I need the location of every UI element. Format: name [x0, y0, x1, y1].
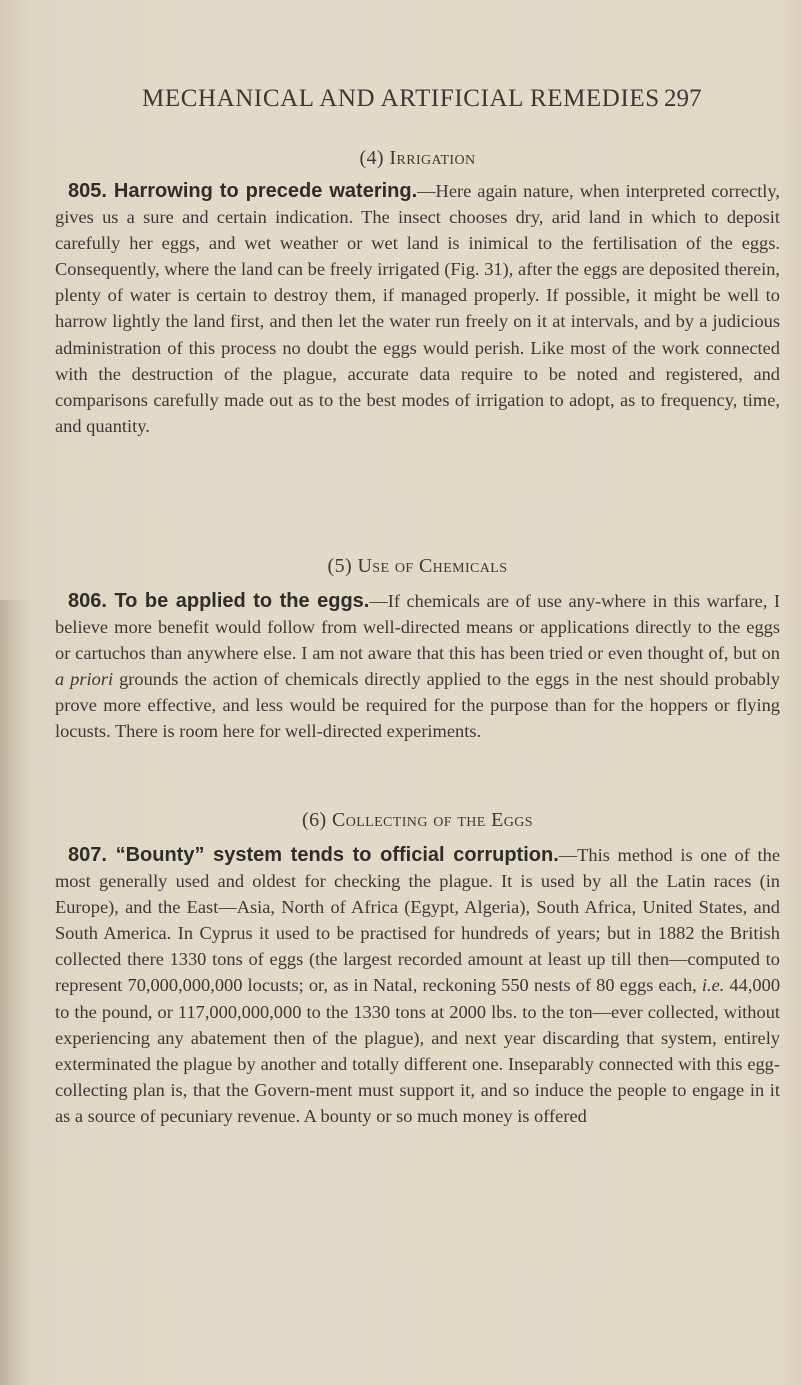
paragraph-heading: “Bounty” system tends to official corruption. [115, 844, 559, 866]
paragraph-heading: Harrowing to precede watering. [113, 180, 418, 202]
paragraph-number: 807. [68, 844, 107, 866]
paragraph-body-cont: grounds the action of chemicals directly applied to the eggs in the nest should probably prove more effective, and less would be required for the purpose than for the hoppers or flying locusts. There is room here for well-directed experiments. [55, 669, 780, 742]
section-heading [55, 555, 780, 578]
section-heading [55, 147, 780, 170]
paragraph-body-cont: 44,000 to the pound, or 117,000,000,000 to the 1330 tons at 2000 lbs. to the ton—ever collected, without experiencing any abatement then of the plague), and next year discarding that system, entirely exterminated the plague by another and totally different one. Inseparably connected with this egg-collecting plan is, that the Govern-ment must support it, and so induce the people to engage in it as a source of pecuniary revenue. A bounty or so much money is offered [55, 975, 781, 1126]
paragraph-806 [55, 588, 780, 745]
section-title: Collecting of the Eggs [331, 809, 533, 831]
paragraph-body: —If chemicals are of use any-where in this warfare, I believe more benefit would follow from well-directed means or applications directly to the eggs or cartuchos than anywhere else. I am not aware that this has been tried or even thought of, but on [55, 591, 780, 664]
section-number: (6) [302, 809, 327, 831]
paragraph-italic: i.e. [701, 975, 725, 996]
paragraph-lead [55, 590, 369, 612]
paragraph-number: 805. [68, 180, 107, 202]
page-shadow [0, 600, 30, 1385]
paragraph-lead [55, 844, 559, 866]
section-number: (5) [327, 555, 353, 577]
page-number: 297 [664, 85, 702, 112]
paragraph-number: 806. [68, 590, 107, 612]
section-title: Use of Chemicals [357, 555, 508, 577]
paragraph-body: —This method is one of the most generally used and oldest for checking the plague. It is used by all the Latin races (in Europe), and the East—Asia, North of Africa (Egypt, Algeria), South Africa, United States, and South America. In Cyprus it used to be practised for hundreds of years; but in 1882 the British collected there 1330 tons of eggs (the largest recorded amount at least up till then—computed to represent 70,000,000,000 locusts; or, as in Natal, reckoning 550 nests of 80 eggs each, [55, 845, 781, 996]
running-title: MECHANICAL AND ARTIFICIAL REMEDIES [142, 85, 660, 112]
section-collecting-eggs [55, 809, 780, 1129]
section-chemicals [55, 555, 780, 745]
paragraph-lead [55, 180, 417, 202]
section-number: (4) [359, 147, 384, 169]
section-irrigation [55, 147, 780, 439]
paragraph-heading: To be applied to the eggs. [114, 590, 370, 612]
paragraph-805 [55, 178, 780, 439]
paragraph-body: —Here again nature, when interpreted correctly, gives us a sure and certain indication. The insect chooses dry, arid land in which to deposit carefully her eggs, and wet weather or wet land is inimical to the fertilisation of the eggs. Consequently, where the land can be freely irrigated (Fig. 31), after the eggs are deposited therein, plenty of water is certain to destroy them, if managed properly. If possible, it might be well to harrow lightly the land first, and then let the water run freely on it at intervals, and by a judicious administration of this process no doubt the eggs would perish. Like most of the work connected with the destruction of the plague, accurate data require to be noted and registered, and comparisons carefully made out as to the best modes of irrigation to adopt, as to frequency, time, and quantity. [55, 181, 780, 436]
paragraph-807 [55, 842, 780, 1129]
section-heading [55, 809, 780, 832]
section-title: Irrigation [389, 147, 476, 169]
paragraph-italic: a priori [55, 669, 114, 690]
